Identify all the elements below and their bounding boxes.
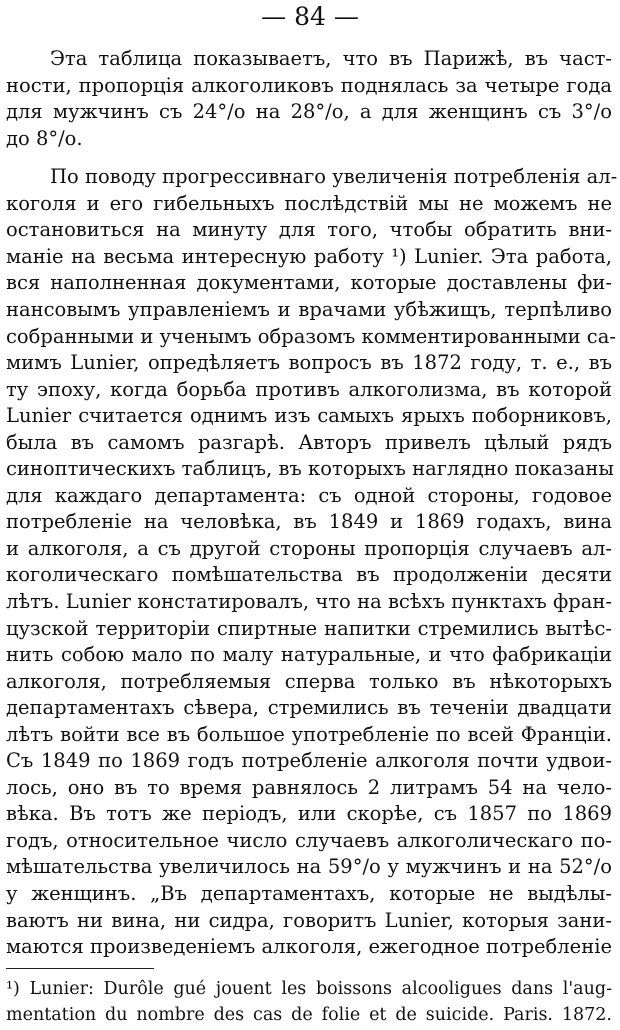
footnote-divider (6, 968, 154, 969)
text-line: ту эпоху, когда борьба противъ алкоголизма, въ которой (6, 377, 612, 401)
footnote-line: ¹) Lunier: Durôle gué jouent les boissons alcooligues dans l'aug- (6, 979, 612, 999)
text-line: остановиться на минуту для того, чтобы обратить вни- (6, 218, 612, 242)
page-number: — 84 — (261, 2, 359, 31)
text-line: Эта таблица показываетъ, что въ Парижѣ, въ част- (50, 47, 612, 70)
text-line: для мужчинъ съ 24°/о на 28°/о, а для женщинъ съ 3°/о (6, 100, 612, 124)
text-line: алкоголя, потребляемыя сперва только въ нѣкоторыхъ (6, 669, 612, 693)
text-line: вся наполненная документами, которые доставлены фи- (6, 271, 612, 295)
text-line: департаментахъ сѣвера, стремились въ теченіи двадцати (6, 696, 612, 720)
text-line: коголя и его гибельныхъ послѣдствій мы не можемъ не (6, 191, 612, 215)
text-line: ности, пропорція алкоголиковъ поднялась за четыре года (6, 73, 612, 97)
text-line: для каждаго департамента: съ одной стороны, годовое (6, 483, 612, 507)
text-line: цузской территоріи спиртные напитки стремились вытѣс- (6, 616, 612, 640)
text-line: вѣка. Въ тотъ же періодъ, или скорѣе, съ 1857 по 1869 (6, 802, 612, 826)
text-line: Lunier считается однимъ изъ самыхъ ярыхъ поборниковъ, (6, 404, 612, 428)
text-line: собранными и ученымъ образомъ комментированными са- (6, 324, 616, 348)
text-line: лось, оно въ то время равнялось 2 литрамъ 54 на чело- (6, 775, 612, 799)
text-line: синоптическихъ таблицъ, въ которыхъ наглядно показаны (6, 457, 614, 481)
text-line: маніе на весьма интересную работу ¹) Lunier. Эта работа, (6, 244, 612, 268)
text-line: нить собою мало по малу натуральные, и что фабрикаціи (6, 643, 612, 666)
text-line: нансовымъ управленіемъ и врачами убѣжищъ, терпѣливо (6, 297, 612, 321)
footnote-line: mentation du nombre des cas de folie et de suicide. Paris. 1872. (6, 1005, 612, 1025)
text-line: лѣтъ войти все въ большое употребленіе по всей Франціи. (6, 722, 612, 746)
text-line: лѣтъ. Lunier констатировалъ, что на всѣхъ пунктахъ фран- (6, 589, 612, 613)
text-line: была въ самомъ разгарѣ. Авторъ привелъ цѣлый рядъ (6, 430, 612, 454)
text-line: коголическаго помѣшательства въ продолженіи десяти (6, 563, 612, 587)
text-line: маются произведеніемъ алкоголя, ежегодное потребленіе (6, 935, 612, 958)
text-line: По поводу прогрессивнаго увеличенія потребленія ал- (50, 165, 618, 189)
text-line: мѣшательства увеличилось на 59°/о у мужчинъ и на 52°/о (6, 855, 612, 879)
text-line: Съ 1849 по 1869 годъ потребленіе алкоголя почти удвои- (6, 749, 612, 773)
text-line: до 8°/о. (6, 126, 83, 150)
text-line: мимъ Lunier, опредѣляетъ вопросъ въ 1872 году, т. е., въ (6, 351, 612, 374)
text-line: потребленіе на человѣка, въ 1849 и 1869 годахъ, вина (6, 510, 612, 534)
text-line: ваютъ ни вина, ни сидра, говоритъ Lunier, которыя зани- (6, 908, 612, 932)
text-line: у женщинъ. „Въ департаментахъ, которые не выдѣлы- (6, 881, 612, 905)
text-line: годъ, относительное число случаевъ алкоголическаго по- (6, 828, 612, 852)
text-line: и алкоголя, а съ другой стороны пропорція случаевъ ал- (6, 536, 612, 560)
